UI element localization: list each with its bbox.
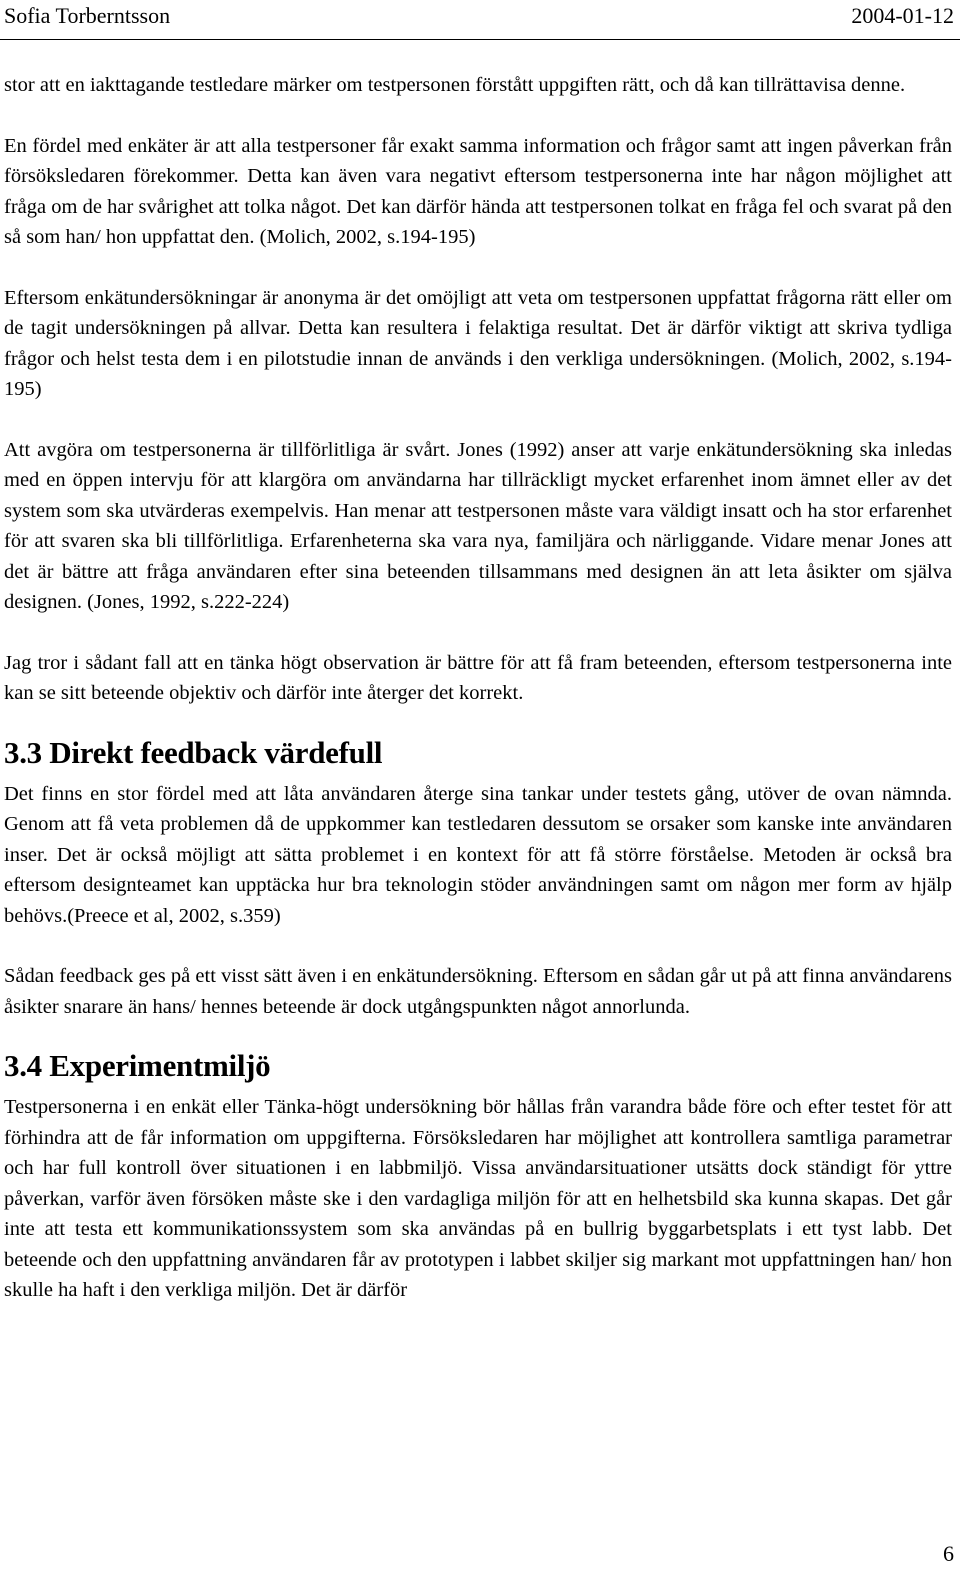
paragraph-intro-continued: stor att en iakttagande testledare märker om testpersonen förstått uppgiften rätt, och då kan tillrättavisa denne.: [4, 74, 906, 96]
paragraph-anonyma-enkater: Eftersom enkätundersökningar är anonyma är det omöjligt att veta om testpersonen uppfattat frågorna rätt eller om de tagit undersökningen på allvar. Detta kan resultera i felaktiga resultat. Det är därför viktigt att skriva tydliga frågor och helst testa dem i en pilotstudie innan de används i den verkliga undersökningen. (Molich, 2002, s.194-195): [4, 286, 952, 400]
header-author: Sofia Torberntsson: [4, 3, 171, 28]
paragraph-tanka-hogt: Jag tror i sådant fall att en tänka högt observation är bättre för att få fram beteenden, eftersom testpersonerna inte kan se sitt beteende objektiv och därför inte återger det korrekt.: [4, 651, 952, 704]
paragraph-sadan-feedback: Sådan feedback ges på ett visst sätt även i en enkätundersökning. Eftersom en sådan går ut på att finna användarens åsikter snarare än hans/ hennes beteende är dock utgångspunkten något annorlunda.: [4, 965, 952, 1018]
paragraph-tillforlitliga: Att avgöra om testpersonerna är tillförlitliga är svårt. Jones (1992) anser att varje enkätundersökning ska inledas med en öppen intervju för att klargöra om användarna har tillräckligt mycket erfarenhet inom ämnet eller av det system som ska utvärderas exempelvis. Han menar att testpersonen måste vara väldigt insatt och ha stor erfarenhet för att svaren ska bli tillförlitliga. Erfarenheterna ska vara nya, familjära och närliggande. Vidare menar Jones att det är bättre att fråga användaren efter sina beteenden tillsammans med designen än att leta åsikter om själva designen. (Jones, 1992, s.222-224): [4, 438, 952, 613]
section-heading-3-4: 3.4 Experimentmiljö: [4, 1048, 271, 1083]
section-heading-3-3: 3.3 Direkt feedback värdefull: [4, 734, 383, 770]
page-number: 6: [943, 1541, 954, 1566]
paragraph-direkt-feedback: Det finns en stor fördel med att låta användaren återge sina tankar under testets gång, utöver de ovan nämnda. Genom att få veta problemen då de uppkommer kan testledaren dessutom se orsaker som kanske inte användaren inser. Det är också möjligt att sätta problemet i en kontext för att få större förståelse. Metoden är också bra eftersom designteamet kan upptäcka hur bra teknologin stöder användningen samt om någon mer form av hjälp behövs.(Preece et al, 2002, s.359): [4, 782, 952, 927]
page-header: [0, 0, 960, 40]
paragraph-experimentmiljo: Testpersonerna i en enkät eller Tänka-högt undersökning bör hållas från varandra både före och efter testet för att förhindra att de får information om uppgifterna. Försöksledaren har möjlighet att kontrollera samtliga parametrar och har full kontroll över situationen i en labbmiljö. Vissa användarsituationer utsätts dock ständigt för yttre påverkan, varför även försöken måste ske i den vardagliga miljön för att en helhetsbild ska kunna skapas. Det går inte att testa ett kommunikationssystem som ska användas på en bullrig byggarbetsplats i ett tyst labb. Det beteende och den uppfattning användaren får av prototypen i labbet skiljer sig markant mot uppfattningen han/ hon skulle ha haft i den verkliga miljön. Det är därför: [4, 1096, 952, 1301]
document-body: [4, 70, 952, 1306]
paragraph-enkater-fordel: En fördel med enkäter är att alla testpersoner får exakt samma information och frågor samt att ingen påverkan från försöksledaren förekommer. Detta kan även vara negativt eftersom testpersonerna inte har någon möjlighet att fråga om de har svårighet att tolka något. Det kan därför hända att testpersonen tolkat en fråga fel och svarat på den så som han/ hon uppfattat den. (Molich, 2002, s.194-195): [4, 134, 952, 248]
header-date: 2004-01-12: [851, 3, 954, 28]
